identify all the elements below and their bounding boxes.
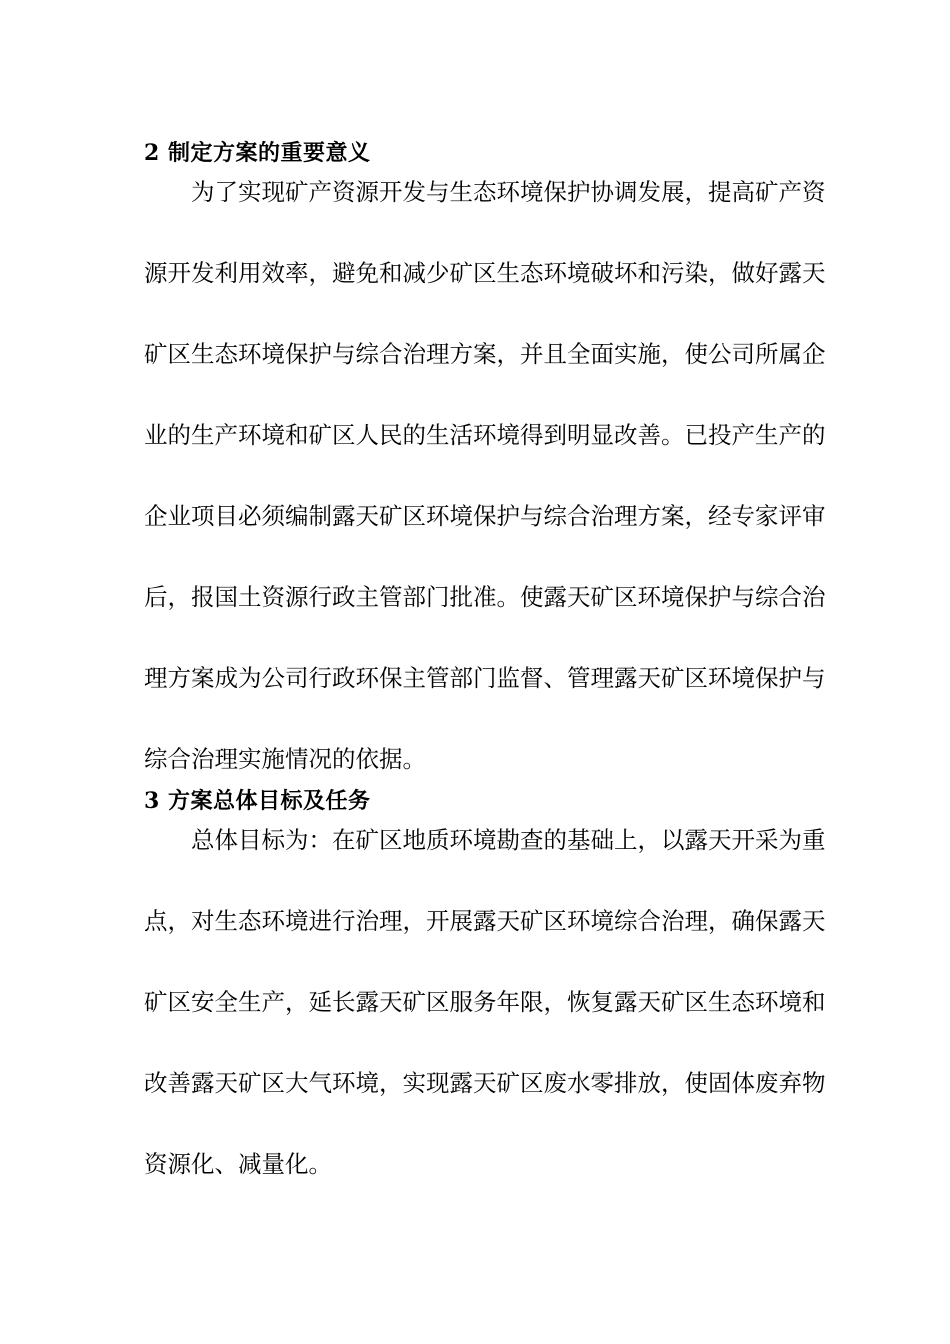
paragraph-line: 后，报国土资源行政主管部门批准。使露天矿区环境保护与综合治 bbox=[144, 583, 826, 611]
paragraph-line: 综合治理实施情况的依据。 bbox=[144, 745, 426, 773]
paragraph-line: 理方案成为公司行政环保主管部门监督、管理露天矿区环境保护与 bbox=[144, 664, 826, 692]
section-heading-2: 2 制定方案的重要意义 bbox=[144, 140, 371, 166]
paragraph-line: 改善露天矿区大气环境，实现露天矿区废水零排放，使固体废弃物 bbox=[144, 1069, 826, 1097]
paragraph-significance bbox=[144, 177, 826, 774]
paragraph-line: 点，对生态环境进行治理，开展露天矿区环境综合治理，确保露天 bbox=[144, 907, 826, 935]
paragraph-line: 企业项目必须编制露天矿区环境保护与综合治理方案，经专家评审 bbox=[144, 502, 826, 530]
paragraph-line: 业的生产环境和矿区人民的生活环境得到明显改善。已投产生产的 bbox=[144, 421, 826, 449]
paragraph-line: 矿区安全生产，延长露天矿区服务年限，恢复露天矿区生态环境和 bbox=[144, 988, 826, 1016]
paragraph-line: 源开发利用效率，避免和减少矿区生态环境破坏和污染，做好露天 bbox=[144, 259, 826, 287]
paragraph-line: 矿区生态环境保护与综合治理方案，并且全面实施，使公司所属企 bbox=[144, 340, 826, 368]
paragraph-line: 为了实现矿产资源开发与生态环境保护协调发展，提高矿产资 bbox=[191, 178, 826, 206]
paragraph-line: 总体目标为：在矿区地质环境勘查的基础上，以露天开采为重 bbox=[191, 826, 826, 854]
section-heading-3: 3 方案总体目标及任务 bbox=[144, 788, 371, 814]
paragraph-objectives bbox=[144, 825, 826, 1179]
paragraph-line: 资源化、减量化。 bbox=[144, 1150, 332, 1178]
